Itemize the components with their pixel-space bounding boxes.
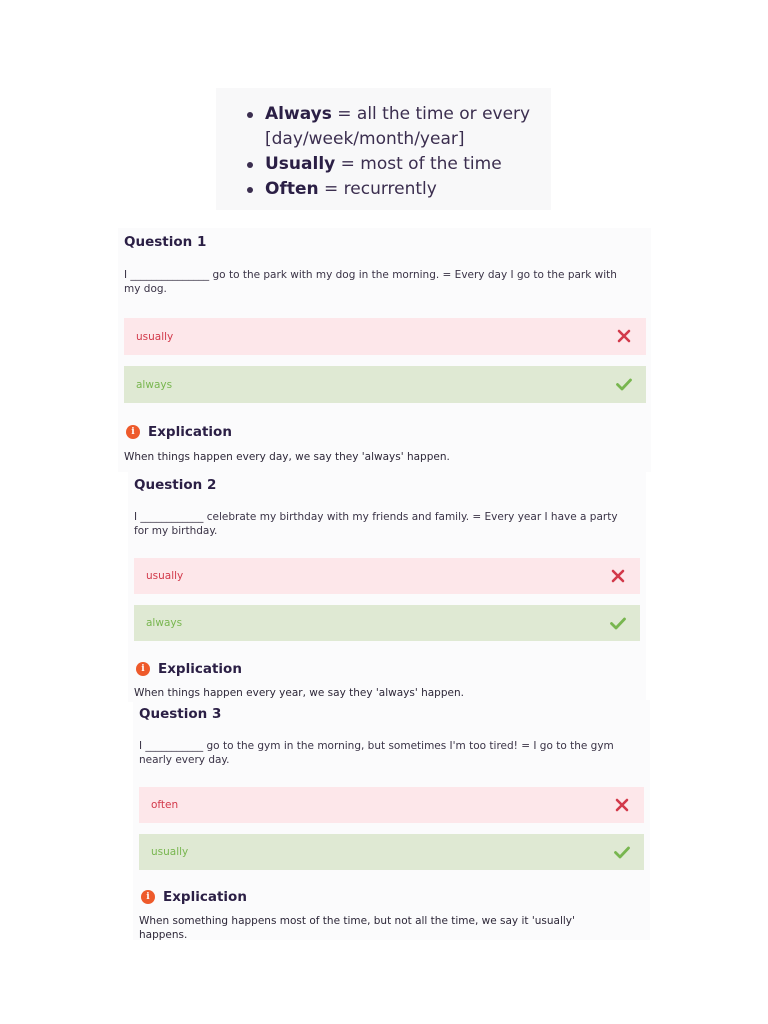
question-text: I _______________ go to the park with my dog in the morning. = Every day I go to the park with my dog. [124,269,617,295]
definition-item [216,177,551,202]
definition-term: Always [265,104,332,124]
bullet-icon [247,187,253,193]
x-icon [616,327,632,345]
definition-meaning: = all the time or every [day/week/month/year] [265,104,531,149]
question-title: Question 2 [134,477,217,493]
option-label: always [146,617,183,629]
answer-option-correct[interactable] [124,366,646,403]
question-title: Question 1 [124,234,207,250]
question-text: I ___________ go to the gym in the morning, but sometimes I'm too tired! = I go to the gym nearly every day. [139,740,614,766]
definition-meaning: = most of the time [335,154,502,174]
question-card-1 [118,228,651,472]
check-icon [616,375,632,393]
answer-option-correct[interactable] [139,834,644,870]
option-label: usually [151,846,189,858]
definition-term: Usually [265,154,336,174]
definitions-list [216,102,551,202]
question-title: Question 3 [139,706,222,722]
explication-text: When something happens most of the time, but not all the time, we say it 'usually' happens. [139,915,575,940]
explication-label: Explication [163,889,247,905]
definition-item [216,152,551,177]
answer-option-correct[interactable] [134,605,640,641]
check-icon [610,614,626,632]
explication-text: When things happen every year, we say they 'always' happen. [134,687,464,699]
info-icon: i [126,425,140,439]
definition-meaning: = recurrently [318,179,437,199]
bullet-icon [247,112,253,118]
x-icon [614,796,630,814]
option-label: always [136,378,173,391]
question-card-2 [128,470,646,702]
x-icon [610,567,626,585]
explication-heading [141,889,247,905]
question-card-3 [133,700,650,940]
definition-item [216,102,551,152]
answer-option-wrong[interactable] [124,318,646,355]
definition-term: Often [265,179,319,199]
explication-label: Explication [158,661,242,677]
info-icon: i [141,890,155,904]
explication-text: When things happen every day, we say they 'always' happen. [124,451,450,463]
explication-heading [136,661,242,677]
bullet-icon [247,162,253,168]
definitions-box [216,88,551,210]
option-label: often [151,799,179,811]
info-icon: i [136,662,150,676]
explication-label: Explication [148,424,232,440]
question-text: I ____________ celebrate my birthday with my friends and family. = Every year I have a party for my birthday. [134,511,618,537]
check-icon [614,843,630,861]
option-label: usually [136,330,174,343]
option-label: usually [146,570,184,582]
answer-option-wrong[interactable] [139,787,644,823]
explication-heading [126,424,232,440]
answer-option-wrong[interactable] [134,558,640,594]
